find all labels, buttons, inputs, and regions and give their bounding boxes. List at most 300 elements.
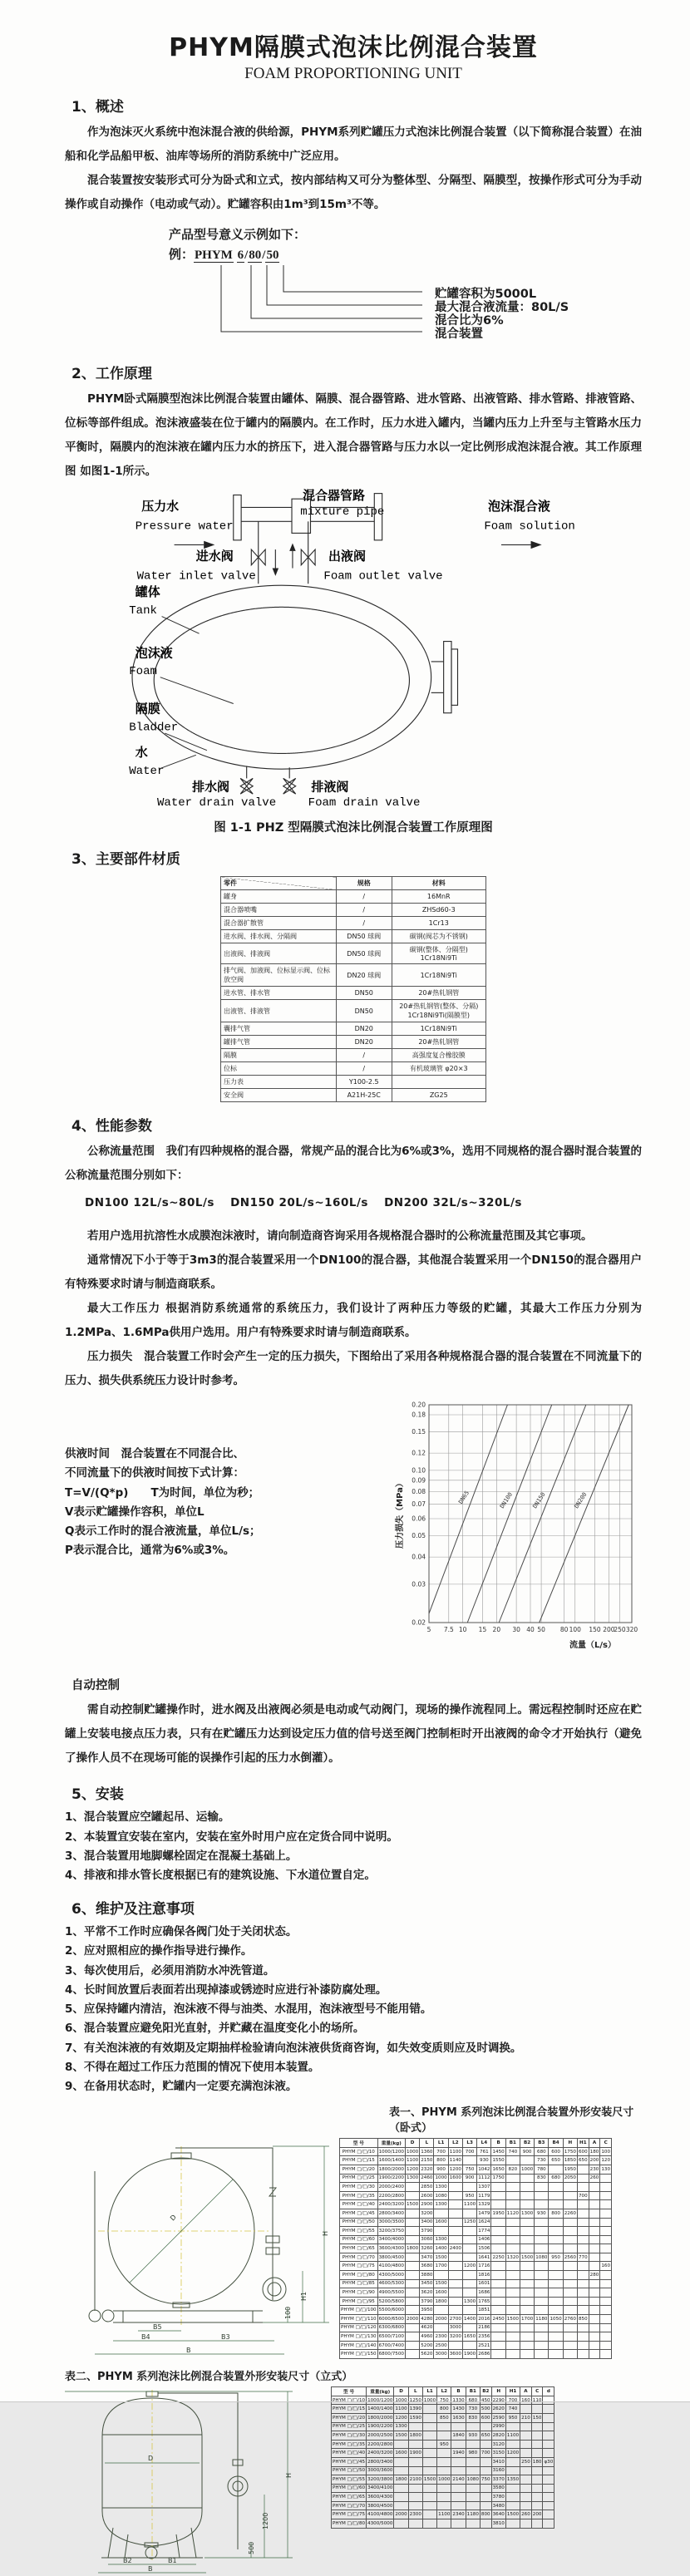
table-cell: 2400	[448, 2244, 462, 2253]
label-foam-en: Foam	[129, 665, 157, 679]
table-cell	[549, 2332, 563, 2342]
table-cell	[437, 2519, 451, 2529]
table-cell: 830	[466, 2413, 480, 2422]
table-cell	[535, 2235, 549, 2244]
label-mixer-pipe-en: mixture pipe	[300, 505, 385, 520]
label-water-drain-cn: 排水阀	[192, 779, 230, 795]
water-drain-valve	[240, 779, 253, 795]
table-cell: PHYM □/□/30	[340, 2183, 378, 2192]
list-item: Q表示工作时的混合液流量，单位L/s；	[65, 1524, 261, 1539]
table-cell: 1430	[451, 2405, 466, 2414]
table-cell: 4960	[420, 2332, 434, 2342]
table-cell	[408, 2501, 422, 2510]
table-cell: 230	[589, 2165, 600, 2174]
table-cell	[422, 2431, 436, 2441]
chart-tick-label: 7.5	[443, 1626, 454, 1634]
table-cell	[520, 2405, 532, 2414]
table-cell: 3600	[448, 2350, 462, 2359]
table-cell: 1600	[448, 2174, 462, 2183]
table-cell: 1600/1400	[377, 2156, 405, 2165]
table-cell: 900	[434, 2165, 448, 2174]
table-cell	[563, 2279, 577, 2288]
table-cell: 850	[437, 2413, 451, 2422]
table-cell: PHYM □/□/25	[332, 2422, 367, 2431]
table-cell	[505, 2332, 520, 2342]
table-cell: 1112	[477, 2174, 491, 2183]
table-cell: 2460	[420, 2174, 434, 2183]
list-item: 7、有关泡沫液的有效期及定期抽样检验请向泡沫液供货商咨询，如失效变质则应及时调换。	[65, 2041, 522, 2055]
table-cell: 1600	[394, 2449, 408, 2458]
table-cell: 5200/5800	[377, 2297, 405, 2306]
table-cell: 3200/3800	[367, 2475, 394, 2485]
table-row	[340, 2253, 612, 2262]
table-cell: 3480	[491, 2501, 505, 2510]
table-cell	[491, 2297, 505, 2306]
dim-100: 100	[284, 2306, 292, 2320]
column-header: 材料	[392, 877, 485, 890]
table-cell	[491, 2288, 505, 2298]
table-cell: 1100	[462, 2200, 476, 2209]
table-cell: 3470	[420, 2253, 434, 2262]
table-cell	[451, 2457, 466, 2466]
table-cell: 761	[477, 2147, 491, 2156]
table-cell: 2200/2800	[377, 2191, 405, 2200]
table-cell	[408, 2466, 422, 2475]
column-header: 零件	[221, 877, 337, 890]
list-item: 1、混合装置应空罐起吊、运输。	[65, 1810, 230, 1825]
table-cell	[405, 2262, 419, 2271]
table-cell	[549, 2297, 563, 2306]
table-cell	[563, 2191, 577, 2200]
pressure-loss-chart	[392, 1396, 642, 1671]
table-cell	[462, 2253, 476, 2262]
table-cell	[505, 2422, 520, 2431]
table-cell: 700	[434, 2147, 448, 2156]
chart-series-label: DN100	[498, 1491, 515, 1510]
table-cell	[422, 2440, 436, 2449]
table-cell	[563, 2350, 577, 2359]
table-cell: 1180	[466, 2510, 480, 2519]
table-cell	[543, 2440, 554, 2449]
chart-tick-label: 50	[537, 1626, 545, 1634]
table-cell: 3260	[420, 2244, 434, 2253]
table-cell	[520, 2431, 532, 2441]
label-tank-en: Tank	[129, 603, 157, 618]
table-cell: 2400/3200	[377, 2200, 405, 2209]
dim2-B1: B1	[168, 2557, 177, 2565]
table-cell	[589, 2227, 600, 2236]
dim-B4: B4	[141, 2333, 150, 2342]
table-cell	[563, 2227, 577, 2236]
table-cell	[531, 2422, 543, 2431]
chart-tick-label: 320	[625, 1626, 638, 1634]
model-example-code: 例：PHYM 6/80/50	[169, 249, 279, 263]
table-cell: 4100/4800	[367, 2510, 394, 2519]
table-cell	[549, 2323, 563, 2332]
page-title: PHYM隔膜式泡沫比例混合装置	[169, 33, 538, 62]
table-cell: 3580	[491, 2484, 505, 2493]
table-cell	[589, 2209, 600, 2218]
table-cell: 3600/4300	[367, 2493, 394, 2502]
table-cell: 900	[462, 2174, 476, 2183]
table-row	[340, 2306, 612, 2315]
table-cell: 1Cr18Ni9Ti	[392, 1022, 485, 1036]
table-row	[340, 2156, 612, 2165]
table-cell: 1200	[405, 2165, 419, 2174]
dim2-H: H	[285, 2473, 293, 2479]
table-cell	[549, 2244, 563, 2253]
table-cell: 2016	[477, 2315, 491, 2324]
table-cell	[437, 2457, 451, 2466]
column-header: d	[543, 2387, 554, 2396]
table-cell: 180	[589, 2147, 600, 2156]
column-header: B1	[505, 2139, 520, 2148]
table-cell	[466, 2457, 480, 2466]
table-cell: φ30	[543, 2457, 554, 2466]
table-cell: 200	[531, 2510, 543, 2519]
table-cell: 2000	[405, 2315, 419, 2324]
horizontal-dimensions-table	[339, 2138, 612, 2359]
dim2-500: 500	[248, 2541, 255, 2555]
table-cell: 1406	[477, 2235, 491, 2244]
table-cell	[434, 2227, 448, 2236]
table-header-row	[340, 2139, 612, 2148]
table-cell: 1750	[563, 2147, 577, 2156]
table-cell: 2900	[420, 2200, 434, 2209]
column-header: A	[520, 2387, 532, 2396]
table-cell: 750	[437, 2396, 451, 2405]
table-cell: 5500/6000	[377, 2306, 405, 2315]
column-header: 重量(kg)	[377, 2139, 405, 2148]
dim2-1200: 1200	[262, 2512, 269, 2530]
table-cell	[549, 2341, 563, 2350]
table-cell: /	[336, 1049, 392, 1062]
table-cell: PHYM □/□/20	[340, 2165, 378, 2174]
table-cell: 6300/6800	[377, 2323, 405, 2332]
table-cell: /	[336, 890, 392, 904]
list-item: 5、应保持罐内清洁，泡沫液不得与油类、水混用，泡沫液型号不能用错。	[65, 2002, 432, 2017]
table-cell: 2000	[434, 2315, 448, 2324]
table-cell	[589, 2315, 600, 2324]
table-cell	[505, 2156, 520, 2165]
table-cell	[466, 2493, 480, 2502]
table-row	[340, 2235, 612, 2244]
label-water-cn: 水	[135, 745, 148, 761]
table-cell: 3000/3600	[367, 2466, 394, 2475]
table-cell	[462, 2244, 476, 2253]
table-cell	[434, 2271, 448, 2280]
table-cell: 1500	[422, 2475, 436, 2485]
table-header-row	[332, 2387, 554, 2396]
table-cell	[600, 2323, 612, 2332]
table-cell	[505, 2350, 520, 2359]
table-cell	[589, 2244, 600, 2253]
table-cell: PHYM □/□/40	[332, 2449, 367, 2458]
table-cell: 2800/3400	[367, 2457, 394, 2466]
label-pressure-water-en: Pressure water	[135, 520, 234, 534]
table-cell: 730	[535, 2156, 549, 2165]
table-cell: 2450	[491, 2315, 505, 2324]
table-cell: 2300	[434, 2332, 448, 2342]
table-cell	[505, 2279, 520, 2288]
table-cell: 3800/4500	[367, 2501, 394, 2510]
chart-tick-label: 150	[589, 1626, 601, 1634]
table-cell: 1590	[408, 2413, 422, 2422]
section-heading-performance: 4、性能参数	[71, 1118, 152, 1135]
performance-paragraph-5: 压力损失 混合装置工作时会产生一定的压力损失，下图给出了采用各种规格混合器的混合装置在不同流量下的压力、损失供系统压力设计时参考。	[65, 1350, 642, 1388]
table-cell	[563, 2332, 577, 2342]
column-header: B2	[520, 2139, 534, 2148]
table-cell	[451, 2422, 466, 2431]
list-item: 2、本装置宜安装在室内，安装在室外时用户应在定货合同中说明。	[65, 1830, 398, 1844]
table-row	[340, 2244, 612, 2253]
table-row	[221, 1089, 486, 1102]
table-cell	[520, 2341, 534, 2350]
table-cell	[462, 2209, 476, 2218]
table-cell: 20#热轧钢管	[392, 1036, 485, 1049]
table-cell: 混合器喷嘴	[221, 904, 337, 917]
chart-tick-label: 0.03	[412, 1580, 426, 1588]
table-cell	[434, 2323, 448, 2332]
table-cell	[520, 2306, 534, 2315]
table-cell: 2560	[563, 2253, 577, 2262]
table-cell	[394, 2440, 408, 2449]
model-label-device: 混合装置	[435, 328, 483, 342]
chart-series-line	[499, 1405, 589, 1623]
table-cell: 1686	[477, 2288, 491, 2298]
table-row	[221, 987, 486, 1000]
table-cell: 1400/1400	[367, 2405, 394, 2414]
table-cell: 3200/3750	[377, 2227, 405, 2236]
nominal-flow-ranges: DN100 12L/s~80L/s DN150 20L/s~160L/s DN200 32L/s~320L/s	[85, 1196, 522, 1210]
table-cell: DN20	[336, 1036, 392, 1049]
table-cell: 1200	[505, 2449, 520, 2458]
table-cell	[505, 2466, 520, 2475]
table-cell: 1700	[434, 2262, 448, 2271]
table-cell	[535, 2306, 549, 2315]
label-water-drain-en: Water drain valve	[156, 796, 277, 810]
table-cell: 进水管、排水管	[221, 987, 337, 1000]
table-cell	[505, 2519, 520, 2529]
table-cell	[577, 2262, 589, 2271]
table-cell: 16MnR	[392, 890, 485, 904]
table-row	[340, 2165, 612, 2174]
table-cell	[480, 2519, 491, 2529]
table-cell	[505, 2341, 520, 2350]
table-cell	[462, 2156, 476, 2165]
table-cell: 有机玻璃管 φ20×3	[392, 1062, 485, 1076]
horizontal-tank-drawing	[65, 2138, 339, 2361]
table-cell: 100	[600, 2147, 612, 2156]
table-cell: 1350	[505, 2475, 520, 2485]
table-cell	[466, 2466, 480, 2475]
table-cell	[405, 2209, 419, 2218]
table-cell	[520, 2271, 534, 2280]
table-cell: PHYM □/□/50	[340, 2218, 378, 2227]
overview-paragraph-2: 混合装置按安装形式可分为卧式和立式，按内部结构又可分为整体型、分隔型、隔膜型，按操作形式可分为手动操作或自动操作（电动或气动）。贮罐容积由1m³到15m³不等。	[65, 174, 642, 212]
label-foam-solution-en: Foam solution	[484, 520, 575, 534]
column-header: 重量(kg)	[367, 2387, 394, 2396]
table-cell: 1360	[420, 2147, 434, 2156]
table-cell: 罐身	[221, 890, 337, 904]
table-cell: 1Cr13	[392, 917, 485, 930]
table-cell: 2400/3200	[367, 2449, 394, 2458]
table-cell	[535, 2183, 549, 2192]
table-cell	[563, 2218, 577, 2227]
table-cell	[549, 2288, 563, 2298]
table-cell	[405, 2279, 419, 2288]
table-cell	[531, 2449, 543, 2458]
table-cell	[543, 2422, 554, 2431]
table-cell: DN50	[336, 1000, 392, 1022]
table-cell	[577, 2306, 589, 2315]
table-cell: 出液阀、排液阀	[221, 943, 337, 964]
model-number-example	[65, 225, 642, 350]
column-header: L1	[434, 2139, 448, 2148]
table-cell: 1630	[451, 2413, 466, 2422]
table-cell: 3200	[448, 2332, 462, 2342]
table-cell: PHYM □/□/55	[332, 2475, 367, 2485]
table-cell	[480, 2484, 491, 2493]
table-cell: PHYM □/□/100	[340, 2306, 378, 2315]
column-header: L1	[422, 2387, 436, 2396]
table-row	[332, 2405, 554, 2414]
table-cell	[600, 2332, 612, 2342]
table-row	[340, 2315, 612, 2324]
figure-1-1	[65, 489, 642, 811]
table-cell: 1500	[505, 2510, 520, 2519]
table-cell	[543, 2484, 554, 2493]
dim2-B: B	[148, 2565, 153, 2574]
table-cell: 碳钢(阀芯为不锈钢)	[392, 930, 485, 943]
table-cell	[451, 2440, 466, 2449]
table-cell: PHYM □/□/50	[332, 2466, 367, 2475]
table-cell: 830	[535, 2174, 549, 2183]
table-cell	[462, 2323, 476, 2332]
table-cell	[543, 2405, 554, 2414]
table-cell: 700	[480, 2449, 491, 2458]
table-cell	[589, 2332, 600, 2342]
table-cell: 1950	[491, 2209, 505, 2218]
table-cell	[394, 2484, 408, 2493]
table-cell	[520, 2262, 534, 2271]
table-cell: 1300	[462, 2297, 476, 2306]
table-cell: 出液管、排液管	[221, 1000, 337, 1022]
table-cell	[531, 2431, 543, 2441]
column-header: 型 号	[340, 2139, 378, 2148]
table-row	[221, 1000, 486, 1022]
table-cell	[491, 2218, 505, 2227]
table-row	[340, 2350, 612, 2359]
table-cell	[589, 2279, 600, 2288]
table-cell: 3000/3500	[377, 2218, 405, 2227]
table-cell	[600, 2271, 612, 2280]
table-cell: 2320	[420, 2165, 434, 2174]
table-cell: 混合器扩散管	[221, 917, 337, 930]
table-cell: 1950	[563, 2165, 577, 2174]
table-cell	[451, 2484, 466, 2493]
table-cell	[600, 2297, 612, 2306]
table-cell	[491, 2183, 505, 2192]
table-cell: 20#热轧钢管	[392, 987, 485, 1000]
performance-paragraph-3: 通常情况下小于等于3m3的混合装置采用一个DN100的混合器，其他混合装置采用一个DN150的混合器用户有特殊要求时请与制造商联系。	[65, 1254, 642, 1292]
table-cell	[577, 2332, 589, 2342]
table-cell: 280	[589, 2271, 600, 2280]
table-cell: 1500	[505, 2315, 520, 2324]
table-cell: 950	[462, 2191, 476, 2200]
table-cell: 800	[434, 2156, 448, 2165]
table-cell	[448, 2288, 462, 2298]
table-cell	[520, 2350, 534, 2359]
table-cell: /	[336, 1062, 392, 1076]
table-cell	[422, 2493, 436, 2502]
chart-tick-label: 250	[614, 1626, 626, 1634]
table-cell: PHYM □/□/45	[332, 2457, 367, 2466]
table-cell: 740	[505, 2147, 520, 2156]
list-item: 6、混合装置应避免阳光直射，并贮藏在温度变化小的场所。	[65, 2022, 365, 2036]
label-foam-drain-cn: 排液阀	[311, 779, 349, 795]
table-cell	[589, 2341, 600, 2350]
table-row	[332, 2413, 554, 2422]
chart-tick-label: 0.20	[412, 1401, 426, 1409]
table-cell: 2140	[451, 2475, 466, 2485]
table-cell	[505, 2174, 520, 2183]
table-cell: 1200	[448, 2165, 462, 2174]
table-cell	[535, 2332, 549, 2342]
table-cell: 2186	[477, 2323, 491, 2332]
table-cell: 600	[577, 2147, 589, 2156]
table-cell: 1641	[477, 2253, 491, 2262]
table-cell: 1400	[434, 2244, 448, 2253]
table-cell: 1500	[520, 2253, 534, 2262]
chart-tick-label: 30	[512, 1626, 520, 1634]
table-cell: 650	[549, 2156, 563, 2165]
table-cell: 3780	[491, 2493, 505, 2502]
table-cell	[535, 2271, 549, 2280]
table-cell: 600	[480, 2413, 491, 2422]
table-cell	[462, 2341, 476, 2350]
table-cell	[451, 2519, 466, 2529]
table-cell	[491, 2332, 505, 2342]
list-item: 4、长时间放置后表面若出现掉漆或锈迹时应进行补漆防腐处理。	[65, 1982, 387, 1997]
chart-tick-label: 0.08	[412, 1488, 426, 1496]
foam-drain-valve	[283, 779, 296, 795]
table-cell	[491, 2323, 505, 2332]
table-cell	[405, 2218, 419, 2227]
chart-tick-label: 200	[603, 1626, 615, 1634]
table-cell	[422, 2510, 436, 2519]
table-row	[340, 2209, 612, 2218]
section-heading-maintenance: 6、维护及注意事项	[71, 1901, 195, 1918]
table-cell: 1601	[477, 2279, 491, 2288]
table-cell	[589, 2235, 600, 2244]
chart-tick-label: 10	[458, 1626, 467, 1634]
table-cell	[422, 2466, 436, 2475]
table-header-row	[221, 877, 486, 890]
table-cell: 排气阀、加液阀、位标显示阀、位标放空阀	[221, 964, 337, 987]
table-cell: 1500	[434, 2279, 448, 2288]
column-header: C	[531, 2387, 543, 2396]
table-row	[332, 2431, 554, 2441]
materials-table	[220, 876, 486, 1102]
table-cell	[600, 2350, 612, 2359]
chart-tick-label: 15	[478, 1626, 487, 1634]
table-cell	[535, 2288, 549, 2298]
supply-time-block	[65, 1396, 389, 1674]
table-cell	[448, 2279, 462, 2288]
overview-paragraph-1: 作为泡沫灭火系统中泡沫混合液的供给源，PHYM系列贮罐压力式泡沫比例混合装置（以下简称混合装置）在油船和化学品船甲板、油库等场所的消防系统中广泛应用。	[65, 126, 642, 164]
table-row	[332, 2510, 554, 2519]
